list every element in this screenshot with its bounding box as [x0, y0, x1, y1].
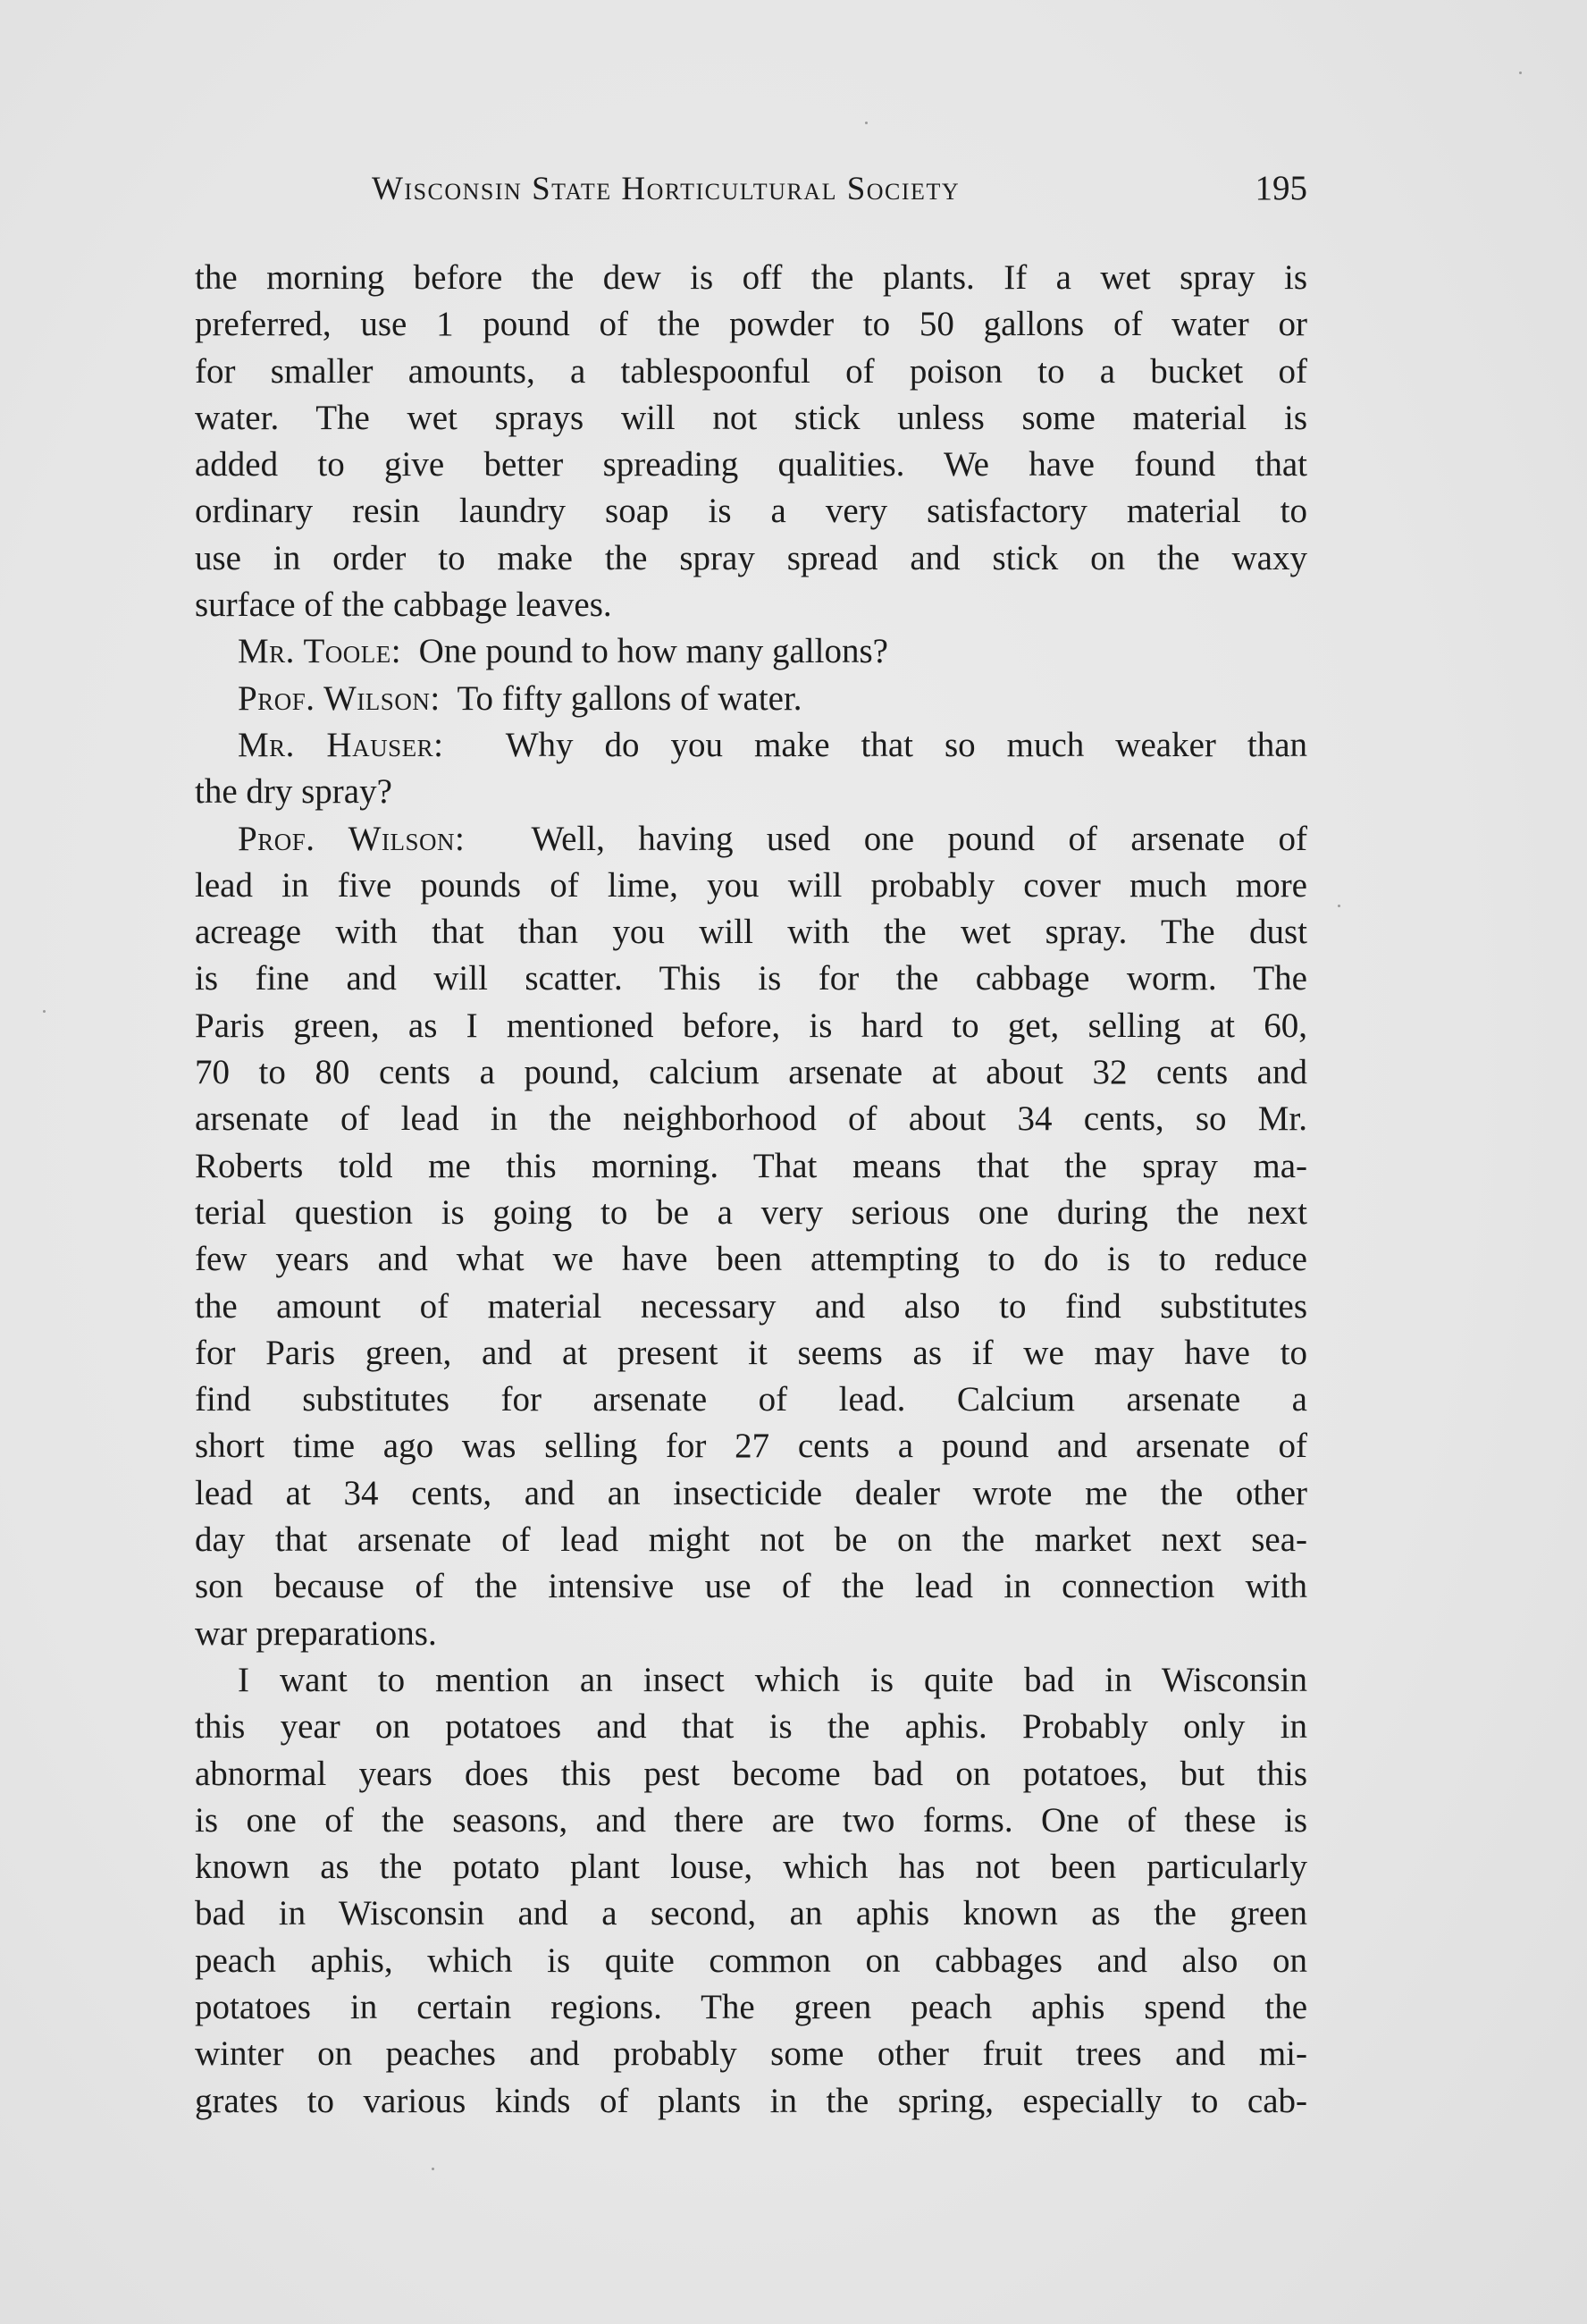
text-line: short time ago was selling for 27 cents a pound and arsenate of: [195, 1427, 1307, 1466]
text-line: preferred, use 1 pound of the powder to 50 gallons of water or: [195, 305, 1307, 344]
text-line: 70 to 80 cents a pound, calcium arsenate at about 32 cents and: [195, 1053, 1307, 1092]
text-line: for smaller amounts, a tablespoonful of poison to a bucket of: [195, 351, 1307, 391]
page-number: 195: [1255, 169, 1307, 207]
text-line: few years and what we have been attempting to do is to reduce: [195, 1240, 1307, 1279]
dialogue-line: [195, 722, 1307, 769]
paper-speck: [865, 122, 868, 124]
speaker-name: Prof. Wilson:: [238, 819, 466, 858]
text-line: winter on peaches and probably some other fruit trees and mi-: [195, 2034, 1307, 2074]
text-line: surface of the cabbage leaves.: [195, 585, 612, 625]
speaker-name: Mr. Toole:: [238, 632, 402, 671]
text-line: known as the potato plant louse, which has not been particularly: [195, 1848, 1307, 1887]
text-line: is fine and will scatter. This is for the cabbage worm. The: [195, 959, 1307, 998]
paper-speck: [432, 2168, 434, 2170]
text-line: the morning before the dew is off the plants. If a wet spray is: [195, 258, 1307, 297]
text-line: abnormal years does this pest become bad on potatoes, but this: [195, 1754, 1307, 1793]
text-line: bad in Wisconsin and a second, an aphis known as the green: [195, 1894, 1307, 1933]
speaker-name: Mr. Hauser:: [238, 725, 444, 764]
speaker-name: Prof. Wilson:: [238, 678, 441, 718]
running-title: Wisconsin State Horticultural Society: [372, 171, 961, 207]
paper-speck: [1338, 905, 1340, 907]
paper-speck: [1519, 72, 1522, 74]
text-line: Paris green, as I mentioned before, is hard to get, selling at 60,: [195, 1006, 1307, 1045]
text-line: find substitutes for arsenate of lead. Calcium arsenate a: [195, 1380, 1307, 1419]
paper-speck: [43, 1010, 46, 1013]
text-line: potatoes in certain regions. The green peach aphis spend the: [195, 1987, 1307, 2026]
text-line: terial question is going to be a very serious one during the next: [195, 1192, 1307, 1232]
text-line: lead in five pounds of lime, you will probably cover much more: [195, 865, 1307, 905]
text-line: is one of the seasons, and there are two forms. One of these is: [195, 1800, 1307, 1840]
text-line: day that arsenate of lead might not be on the market next sea-: [195, 1520, 1307, 1560]
text-line: Roberts told me this morning. That means that the spray ma-: [195, 1146, 1307, 1185]
text-line: son because of the intensive use of the lead in connection with: [195, 1567, 1307, 1606]
text-line: use in order to make the spray spread and stick on the waxy: [195, 538, 1307, 577]
dialogue-text: To fifty gallons of water.: [457, 678, 802, 718]
dialogue-text: One pound to how many gallons?: [418, 632, 888, 671]
text-line: acreage with that than you will with the wet spray. The dust: [195, 913, 1307, 952]
text-line: war preparations.: [195, 1613, 437, 1653]
text-line: the amount of material necessary and also to find substitutes: [195, 1286, 1307, 1326]
text-line: the dry spray?: [195, 772, 392, 812]
dialogue-text: Why do you make that so much weaker than: [505, 725, 1308, 764]
text-line: I want to mention an insect which is quite bad in Wisconsin: [238, 1660, 1307, 1699]
dialogue-line: [195, 676, 1307, 722]
text-line: water. The wet sprays will not stick unless some material is: [195, 398, 1307, 437]
dialogue-line: [195, 816, 1307, 863]
text-line: ordinary resin laundry soap is a very satisfactory material to: [195, 492, 1307, 531]
dialogue-line: [195, 628, 1307, 675]
text-line: grates to various kinds of plants in the spring, especially to cab-: [195, 2081, 1307, 2120]
text-line: this year on potatoes and that is the aphis. Probably only in: [195, 1707, 1307, 1747]
body-text: [195, 255, 1307, 2125]
text-line: arsenate of lead in the neighborhood of about 34 cents, so Mr.: [195, 1099, 1307, 1139]
text-line: peach aphis, which is quite common on cabbages and also on: [195, 1941, 1307, 1980]
text-line: added to give better spreading qualities. We have found that: [195, 445, 1307, 484]
page-header: [195, 161, 1307, 215]
text-line: for Paris green, and at present it seems as if we may have to: [195, 1333, 1307, 1372]
text-line: lead at 34 cents, and an insecticide dealer wrote me the other: [195, 1473, 1307, 1512]
dialogue-text: Well, having used one pound of arsenate of: [531, 819, 1307, 858]
